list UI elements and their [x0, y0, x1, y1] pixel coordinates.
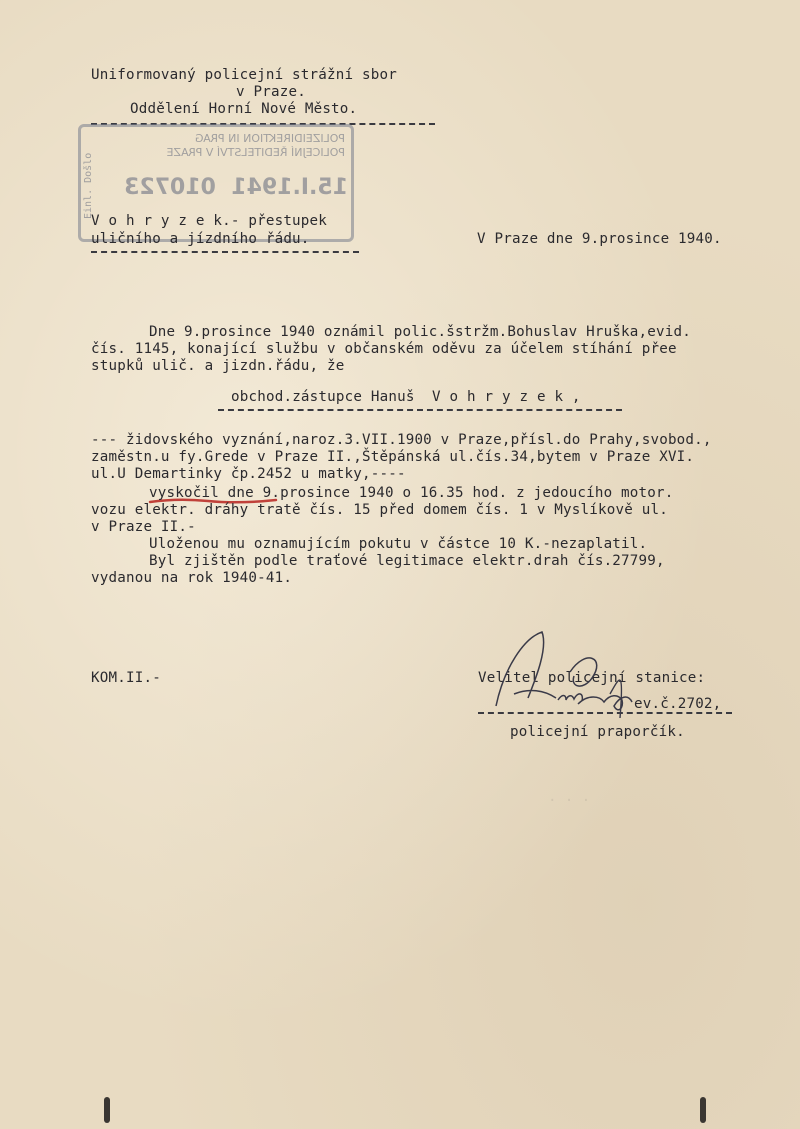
stamp-side-label: Einl. Došlo — [83, 152, 94, 219]
subject-underline — [91, 251, 359, 253]
punch-hole-right — [700, 1097, 706, 1123]
handwritten-signature — [474, 628, 654, 728]
body-p2-line-1: --- židovského vyznání,naroz.3.VII.1900 v Praze,přísl.do Prahy,svobod., — [91, 432, 712, 448]
subject-person: obchod.zástupce Hanuš V o h r y z e k , — [231, 389, 581, 405]
body-p1-line-2: čís. 1145, konající službu v občanském oděvu za účelem stíhání přee — [91, 341, 677, 357]
body-p5-line-1: Byl zjištěn podle traťové legitimace elektr.drah čís.27799, — [149, 553, 665, 569]
date-line: V Praze dne 9.prosince 1940. — [477, 231, 722, 247]
punch-hole-left — [104, 1097, 110, 1123]
kom-reference: KOM.II.- — [91, 670, 161, 686]
body-p2-line-3: ul.U Demartinky čp.2452 u matky,---- — [91, 466, 406, 482]
stamp-date: 15.I.1941 — [231, 175, 348, 200]
body-p2-line-2: zaměstn.u fy.Grede v Praze II.,Štěpánská ul.čís.34,bytem v Praze XVI. — [91, 449, 695, 465]
body-p1-line-3: stupků ulič. a jizdn.řádu, že — [91, 358, 345, 374]
station-commander-label: Velitel policejní stanice: — [478, 670, 706, 686]
body-p3-line-3: v Praze II.- — [91, 519, 196, 535]
body-p5-line-2: vydanou na rok 1940-41. — [91, 570, 293, 586]
ev-number: ev.č.2702, — [634, 696, 722, 712]
stamp-date-number — [93, 175, 348, 201]
body-p1-line-1: Dne 9.prosince 1940 oznámil polic.šstržm.Bohuslav Hruška,evid. — [149, 324, 691, 340]
header-line-2: v Praze. — [236, 84, 306, 100]
subject-line-2: uličního a jízdního řádu. — [91, 231, 310, 247]
subject-person-underline — [218, 409, 622, 411]
body-p4-line-1: Uloženou mu oznamujícím pokutu v částce 10 K.-nezaplatil. — [149, 536, 648, 552]
bleed-through-text: · · · — [548, 793, 591, 809]
subject-line-1: V o h r y z e k.- přestupek — [91, 213, 328, 229]
body-p3-line-2: vozu elektr. dráhy tratě čís. 15 před domem čís. 1 v Myslíkově ul. — [91, 502, 668, 518]
stamp-number: 010723 — [124, 175, 216, 200]
body-p3-line-1: vyskočil dne 9.prosince 1940 o 16.35 hod. z jedoucího motor. — [149, 485, 674, 501]
header-line-3: Oddělení Horní Nové Město. — [130, 101, 358, 117]
rank: policejní praporčík. — [510, 724, 685, 740]
stamp-line-1: POLIZEIDIREKTION IN PRAG — [194, 132, 345, 145]
header-line-1: Uniformovaný policejní strážní sbor — [91, 67, 397, 83]
stamp-line-2: POLICEJNÍ ŘEDITELSTVÍ V PRAZE — [166, 146, 345, 159]
